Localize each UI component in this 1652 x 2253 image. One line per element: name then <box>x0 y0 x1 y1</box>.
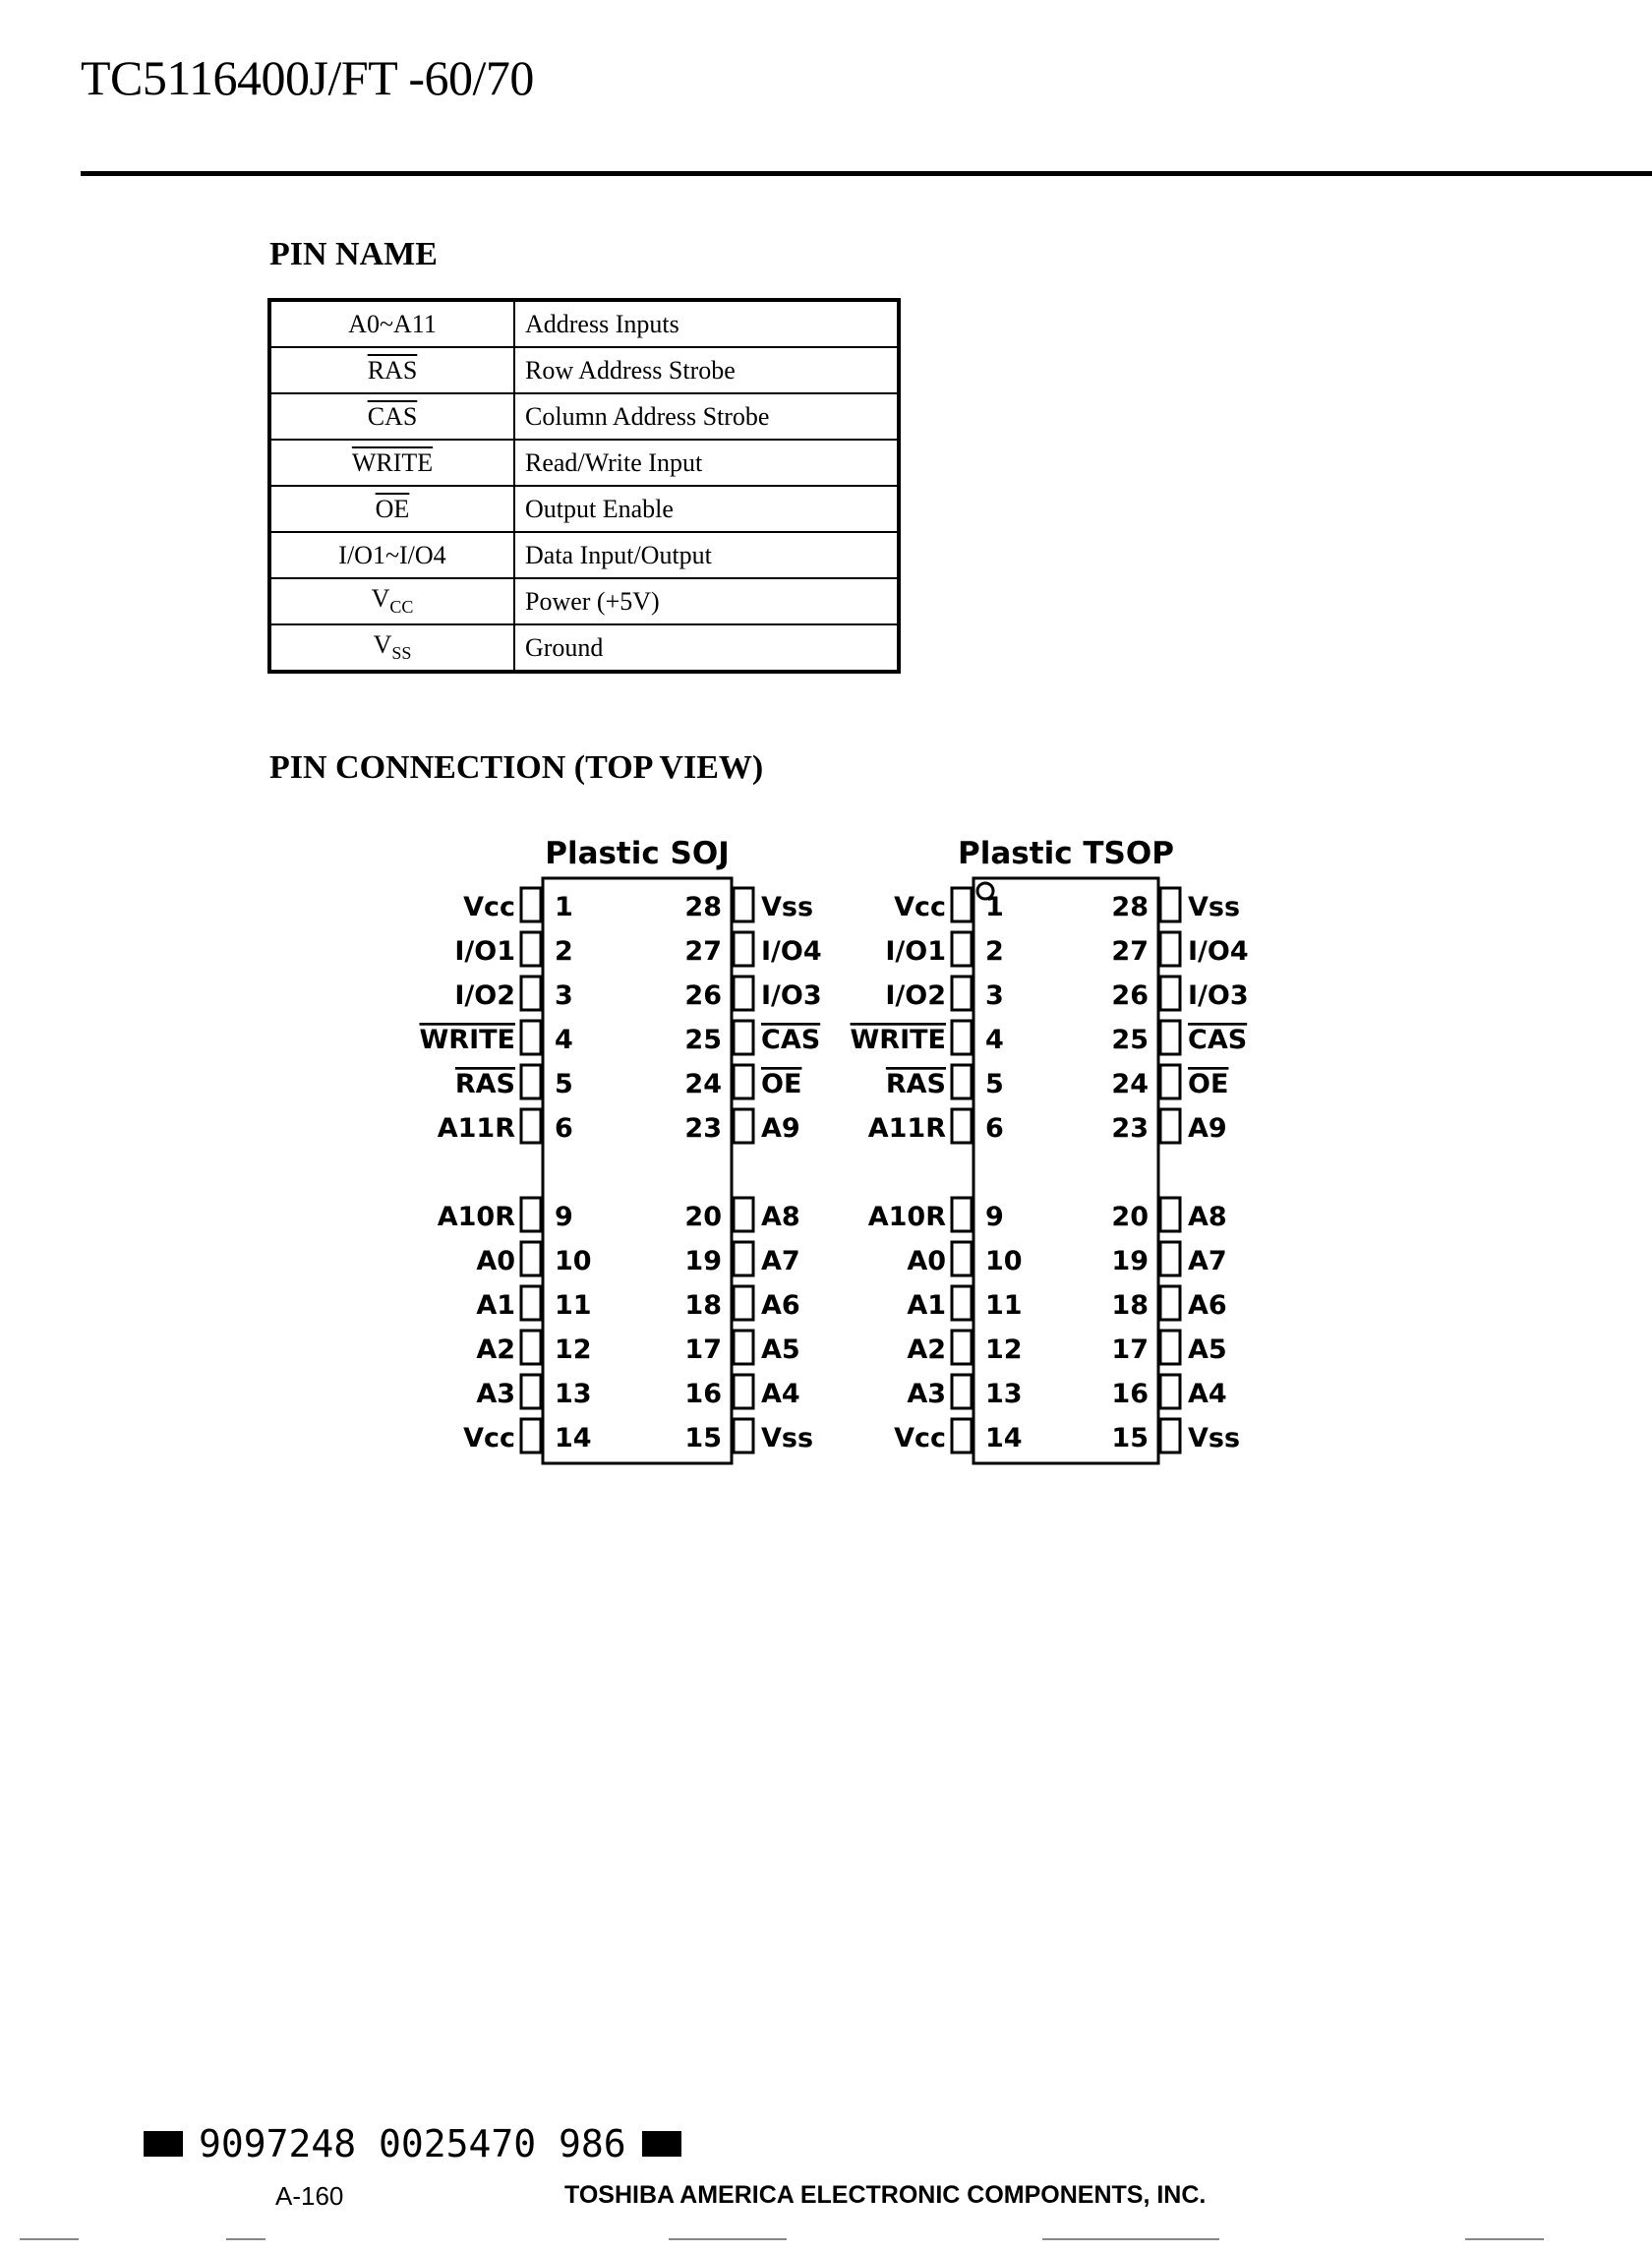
edge-mark <box>20 2238 79 2240</box>
pin-label: A8 <box>761 1202 800 1232</box>
pin-number: 18 <box>684 1290 722 1321</box>
pin-description: Read/Write Input <box>514 440 899 486</box>
pin-number: 11 <box>555 1290 592 1321</box>
pin-pad <box>734 1419 753 1453</box>
pin-label: I/O3 <box>1188 980 1249 1011</box>
pin-number: 3 <box>555 980 573 1011</box>
pin-description: Column Address Strobe <box>514 393 899 440</box>
pin-label: A8 <box>1188 1202 1227 1232</box>
pin-number: 17 <box>684 1334 722 1365</box>
pin-label: OE <box>761 1069 802 1099</box>
pin-symbol-text: $\overline{OE}$ <box>375 494 410 523</box>
pin-number: 4 <box>555 1025 573 1055</box>
pin-pad <box>521 1242 541 1275</box>
pin-number: 20 <box>1111 1202 1149 1232</box>
document-title: TC5116400J/FT -60/70 <box>81 50 534 105</box>
pin-symbol-sub: SS <box>391 643 412 664</box>
pin-label: A3 <box>476 1379 515 1409</box>
pin-label: Vss <box>761 1423 814 1453</box>
pin-pad <box>1160 977 1180 1010</box>
pin-number: 2 <box>985 936 1004 967</box>
pin-symbol-sub: CC <box>389 597 414 618</box>
pin-pad <box>734 1331 753 1364</box>
pin-label: I/O2 <box>885 980 946 1011</box>
pin-number: 27 <box>1111 936 1149 967</box>
pin-label: A4 <box>761 1379 800 1409</box>
pin-pad <box>952 1109 972 1143</box>
pin-number: 28 <box>684 892 722 922</box>
pin-pad <box>1160 1375 1180 1408</box>
pin-number: 23 <box>684 1113 722 1144</box>
pin-symbol-text: $\overline{RAS}$ <box>367 355 418 385</box>
pin-label: A11R <box>867 1113 946 1144</box>
pin-number: 6 <box>985 1113 1004 1144</box>
pin-number: 25 <box>684 1025 722 1055</box>
pin-label: A11R <box>437 1113 515 1144</box>
pin-pad <box>734 932 753 966</box>
pin-label: I/O4 <box>1188 936 1249 967</box>
pin-number: 13 <box>555 1379 592 1409</box>
pin-pad <box>1160 1286 1180 1320</box>
pin-label: I/O1 <box>885 936 946 967</box>
pin-number: 16 <box>1111 1379 1149 1409</box>
pin-pad <box>952 1065 972 1098</box>
pin-pad <box>521 1375 541 1408</box>
pin-pad <box>952 1331 972 1364</box>
pin-description: Address Inputs <box>514 300 899 347</box>
pin-number: 24 <box>1111 1069 1149 1099</box>
pin-pad <box>521 1419 541 1453</box>
pin-pad <box>521 888 541 921</box>
edge-mark <box>1042 2238 1219 2240</box>
pin-number: 9 <box>555 1202 573 1232</box>
pin-number: 4 <box>985 1025 1004 1055</box>
pin-number: 15 <box>1111 1423 1149 1453</box>
pin-label: A6 <box>1188 1290 1227 1321</box>
pin-number: 28 <box>1111 892 1149 922</box>
pin-name-heading: PIN NAME <box>269 236 438 272</box>
package-title: Plastic TSOP <box>958 836 1174 871</box>
pin-number: 19 <box>684 1246 722 1276</box>
pin-label: I/O1 <box>454 936 515 967</box>
pin-label: WRITE <box>850 1025 946 1055</box>
pin-description: Row Address Strobe <box>514 347 899 393</box>
pin-label: CAS <box>761 1025 821 1055</box>
pin-number: 18 <box>1111 1290 1149 1321</box>
pin-description: Data Input/Output <box>514 532 899 578</box>
pin-pad <box>734 888 753 921</box>
pin-number: 1 <box>555 892 573 922</box>
pin-pad <box>521 932 541 966</box>
pin-label: A10R <box>437 1202 515 1232</box>
pin-label: Vss <box>1188 1423 1241 1453</box>
pin-number: 26 <box>1111 980 1149 1011</box>
pin-pad <box>521 1021 541 1054</box>
pin-label: A0 <box>476 1246 515 1276</box>
pin-number: 12 <box>555 1334 592 1365</box>
pin-pad <box>1160 1065 1180 1098</box>
pin-label: A9 <box>1188 1113 1227 1144</box>
pin-pad <box>1160 1198 1180 1231</box>
pin-pad <box>1160 1242 1180 1275</box>
pin-symbol-main: V <box>371 584 390 614</box>
pin-number: 3 <box>985 980 1004 1011</box>
pin-label: I/O4 <box>761 936 822 967</box>
pin-label: A6 <box>761 1290 800 1321</box>
edge-mark <box>1465 2238 1544 2240</box>
pin-pad <box>521 1065 541 1098</box>
pin-number: 15 <box>684 1423 722 1453</box>
page-number: A-160 <box>275 2181 344 2211</box>
pin-pad <box>952 888 972 921</box>
pin-label: I/O3 <box>761 980 822 1011</box>
pin-number: 23 <box>1111 1113 1149 1144</box>
barcode-strip <box>128 2122 697 2165</box>
package-title: Plastic SOJ <box>545 836 730 871</box>
pin-number: 11 <box>985 1290 1023 1321</box>
pin-label: RAS <box>885 1069 946 1099</box>
edge-mark <box>669 2238 787 2240</box>
pin-label: Vcc <box>894 892 946 922</box>
pin-description: Ground <box>514 624 899 672</box>
pin-number: 25 <box>1111 1025 1149 1055</box>
pin-number: 26 <box>684 980 722 1011</box>
pin-pad <box>521 1198 541 1231</box>
pin-number: 14 <box>985 1423 1023 1453</box>
pin-pad <box>734 1065 753 1098</box>
pin-label: A9 <box>761 1113 800 1144</box>
pin-pad <box>1160 1331 1180 1364</box>
pin-number: 2 <box>555 936 573 967</box>
edge-mark <box>226 2238 266 2240</box>
pin-pad <box>1160 888 1180 921</box>
pin-pad <box>734 1021 753 1054</box>
footer-company: TOSHIBA AMERICA ELECTRONIC COMPONENTS, INC. <box>564 2181 1207 2209</box>
pin-label: A5 <box>761 1334 800 1365</box>
pin-pad <box>952 1419 972 1453</box>
pin-pad <box>521 977 541 1010</box>
pin-number: 1 <box>985 892 1004 922</box>
barcode-number: 9097248 0025470 986 <box>199 2122 626 2165</box>
pin-number: 24 <box>684 1069 722 1099</box>
pin-pad <box>1160 932 1180 966</box>
pin-number: 5 <box>985 1069 1004 1099</box>
pin-pad <box>952 1286 972 1320</box>
pin-number: 14 <box>555 1423 592 1453</box>
pin-pad <box>521 1286 541 1320</box>
pin-number: 27 <box>684 936 722 967</box>
pin-connection-heading: PIN CONNECTION (TOP VIEW) <box>269 749 764 786</box>
pin-number: 10 <box>555 1246 592 1276</box>
pin-label: A5 <box>1188 1334 1227 1365</box>
pin-pad <box>734 1375 753 1408</box>
pin-label: Vcc <box>463 1423 515 1453</box>
pin-description: Output Enable <box>514 486 899 532</box>
pin-pad <box>952 977 972 1010</box>
pin-label: I/O2 <box>454 980 515 1011</box>
pin-label: CAS <box>1188 1025 1248 1055</box>
pin-label: Vss <box>1188 892 1241 922</box>
pin-label: A2 <box>907 1334 946 1365</box>
pin-label: A7 <box>761 1246 800 1276</box>
pin-pad <box>952 932 972 966</box>
barcode-block-left <box>144 2131 183 2157</box>
pin-number: 9 <box>985 1202 1004 1232</box>
pin-label: A1 <box>476 1290 515 1321</box>
pin-pad <box>734 977 753 1010</box>
pin-number: 20 <box>684 1202 722 1232</box>
barcode-block-right <box>642 2131 681 2157</box>
pin-symbol: A0~A11 <box>269 300 514 347</box>
pin-number: 17 <box>1111 1334 1149 1365</box>
pin-number: 12 <box>985 1334 1023 1365</box>
pin-label: A2 <box>476 1334 515 1365</box>
pin-label: Vcc <box>463 892 515 922</box>
pin-symbol: I/O1~I/O4 <box>269 532 514 578</box>
pin-symbol-main: V <box>373 630 392 660</box>
pin-pad <box>734 1286 753 1320</box>
pin-pad <box>952 1021 972 1054</box>
pin-number: 10 <box>985 1246 1023 1276</box>
pin-number: 19 <box>1111 1246 1149 1276</box>
pin-number: 5 <box>555 1069 573 1099</box>
pin-symbol-text: WRITE <box>351 447 434 477</box>
pin-label: A1 <box>907 1290 946 1321</box>
pin-label: Vcc <box>894 1423 946 1453</box>
pin-label: A3 <box>907 1379 946 1409</box>
pin-pad <box>952 1375 972 1408</box>
pin-pad <box>952 1198 972 1231</box>
pin-pad <box>521 1331 541 1364</box>
pin-pad <box>734 1242 753 1275</box>
pin-label: OE <box>1188 1069 1229 1099</box>
pin-label: WRITE <box>419 1025 515 1055</box>
pin-pad <box>521 1109 541 1143</box>
pin-label: RAS <box>454 1069 515 1099</box>
pin-label: A10R <box>867 1202 946 1232</box>
pin-label: A4 <box>1188 1379 1227 1409</box>
pin-number: 16 <box>684 1379 722 1409</box>
pin-symbol-text: $\overline{CAS}$ <box>367 401 418 431</box>
pin-number: 13 <box>985 1379 1023 1409</box>
pin-pad <box>734 1109 753 1143</box>
pin-pad <box>1160 1109 1180 1143</box>
pin-pad <box>1160 1021 1180 1054</box>
pin-pad <box>952 1242 972 1275</box>
pin-number: 6 <box>555 1113 573 1144</box>
pin-description: Power (+5V) <box>514 578 899 624</box>
pin-label: A0 <box>907 1246 946 1276</box>
pin-pad <box>1160 1419 1180 1453</box>
pin-pad <box>734 1198 753 1231</box>
pin-label: Vss <box>761 892 814 922</box>
pin-label: A7 <box>1188 1246 1227 1276</box>
